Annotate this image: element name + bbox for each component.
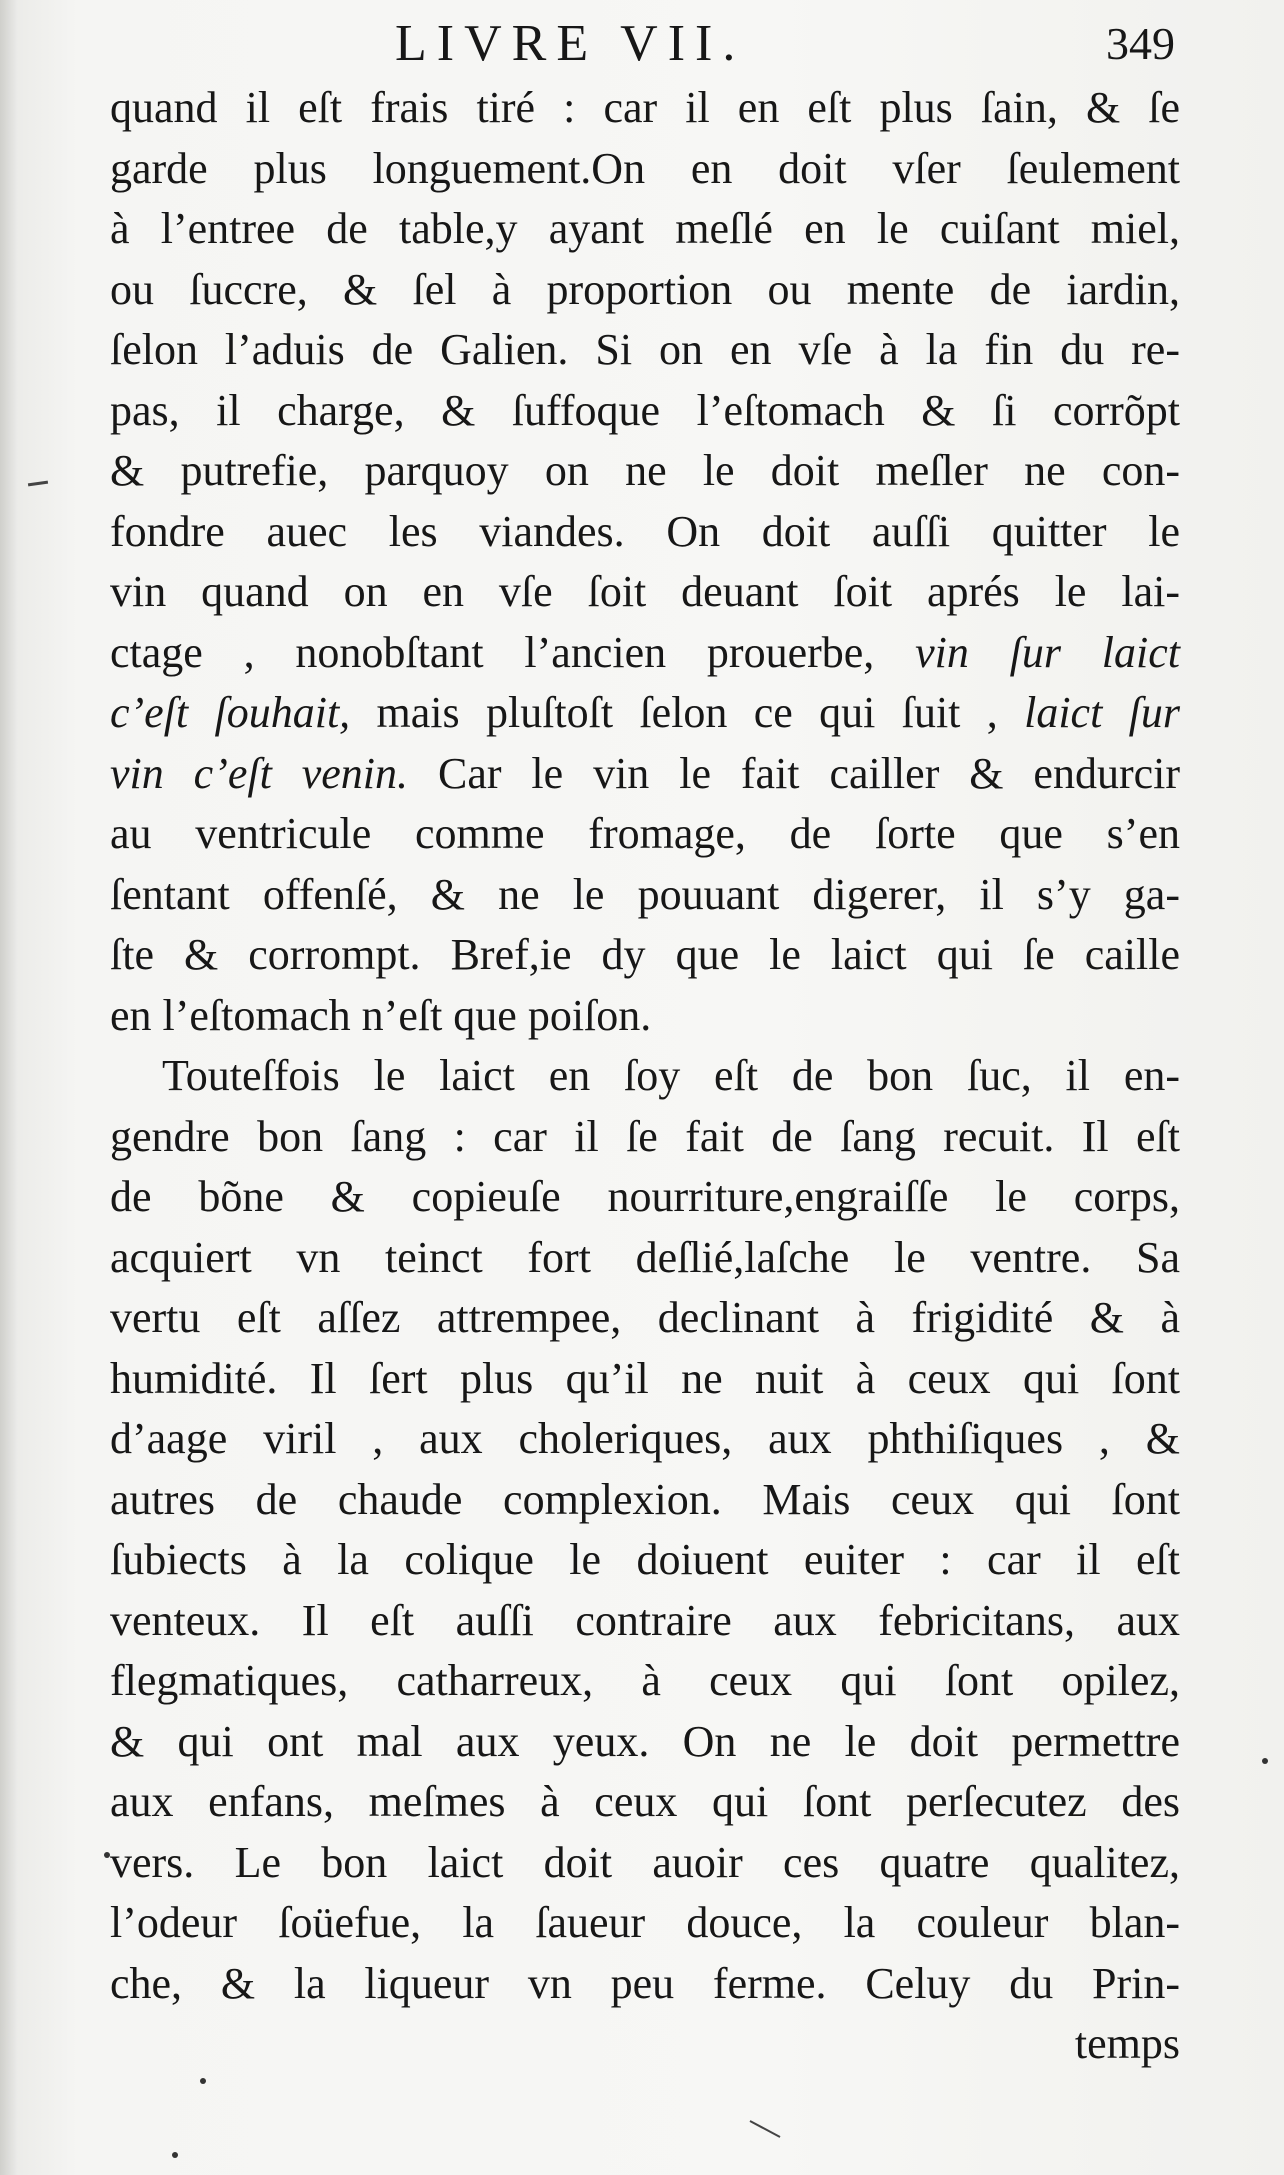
text-line: ſentant offenſé, & ne le pouuant digerer, il s’y ga- [110,869,1180,919]
ink-stroke [750,2120,781,2138]
text-line: ſubiects à la colique le doiuent euiter : car il eſt [110,1535,1180,1584]
text-line: aux enfans, meſmes à ceux qui ſont perſecutez des [110,1777,1180,1826]
ink-speck [1262,1758,1268,1764]
text-line: en l’eſtomach n’eſt que poiſon. [110,990,652,1040]
text-line: autres de chaude complexion. Mais ceux qui ſont [110,1474,1180,1524]
text-segment: mais pluſtoſt ſelon ce qui ſuit , [376,688,998,737]
text-line-with-proverb [110,683,1180,744]
ink-stroke [28,481,48,487]
italic-proverb: vin ſur laict [915,627,1181,677]
text-line: che, & la liqueur vn peu ferme. Celuy du Prin- [110,1958,1180,2008]
page-number: 349 [1106,18,1175,69]
ink-speck [104,1852,110,1858]
running-head [110,14,1175,74]
text-line: ſte & corrompt. Bref,ie dy que le laict qui ſe caille [110,930,1180,979]
text-line: ou ſuccre, & ſel à proportion ou mente de iardin, [110,264,1180,314]
text-line: & putrefie, parquoy on ne le doit meſler ne con- [110,446,1180,495]
body-text [110,78,1180,2075]
text-line: fondre auec les viandes. On doit auſſi quitter le [110,506,1180,556]
text-segment: Car le vin le fait cailler & endurcir [437,748,1181,798]
text-segment: ctage , nonobſtant l’ancien prouerbe, [110,627,875,677]
text-line: ſelon l’aduis de Galien. Si on en vſe à la fin du re- [110,325,1180,374]
text-line: de bõne & copieuſe nourriture,engraiſſe le corps, [110,1172,1180,1221]
ink-speck [200,2078,206,2084]
text-line: venteux. Il eſt auſſi contraire aux febricitans, aux [110,1595,1180,1645]
text-line-with-proverb [110,744,1180,805]
text-line: garde plus longuement.On en doit vſer ſeulement [110,143,1180,193]
text-line: humidité. Il ſert plus qu’il ne nuit à ceux qui ſont [110,1353,1180,1403]
page-gutter-shadow [0,0,18,2175]
text-line: pas, il charge, & ſuffoque l’eſtomach & ſi corrõpt [110,385,1180,435]
text-line: vers. Le bon laict doit auoir ces quatre qualitez, [110,1837,1180,1887]
text-line: à l’entree de table,y ayant meſlé en le cuiſant miel, [110,204,1180,253]
ink-speck [172,2152,178,2158]
text-line: au ventricule comme fromage, de ſorte que s’en [110,809,1180,858]
text-line: & qui ont mal aux yeux. On ne le doit permettre [110,1716,1180,1766]
text-line: gendre bon ſang : car il ſe fait de ſang recuit. Il eſt [110,1111,1180,1161]
italic-proverb: laict ſur [1024,688,1180,737]
paragraph-first-line: Touteſfois le laict en ſoy eſt de bon ſuc, il en- [162,1051,1180,1100]
text-line: quand il eſt frais tiré : car il en eſt plus ſain, & ſe [110,83,1180,132]
text-line: flegmatiques, catharreux, à ceux qui ſont opilez, [110,1656,1180,1705]
running-title: LIVRE VII. [395,15,746,72]
text-line: acquiert vn teinct fort deſlié,laſche le ventre. Sa [110,1232,1180,1282]
italic-proverb: c’eſt ſouhait, [110,688,351,737]
catchword: temps [1074,2019,1180,2068]
text-line: vertu eſt aſſez attrempee, declinant à frigidité & à [110,1293,1180,1342]
text-line-with-proverb [110,623,1180,684]
italic-proverb: vin c’eſt venin. [110,748,409,798]
text-line: l’odeur ſoüefue, la ſaueur douce, la couleur blan- [110,1898,1180,1947]
text-line: d’aage viril , aux choleriques, aux phthiſiques , & [110,1414,1180,1463]
text-line: vin quand on en vſe ſoit deuant ſoit aprés le lai- [110,567,1180,616]
